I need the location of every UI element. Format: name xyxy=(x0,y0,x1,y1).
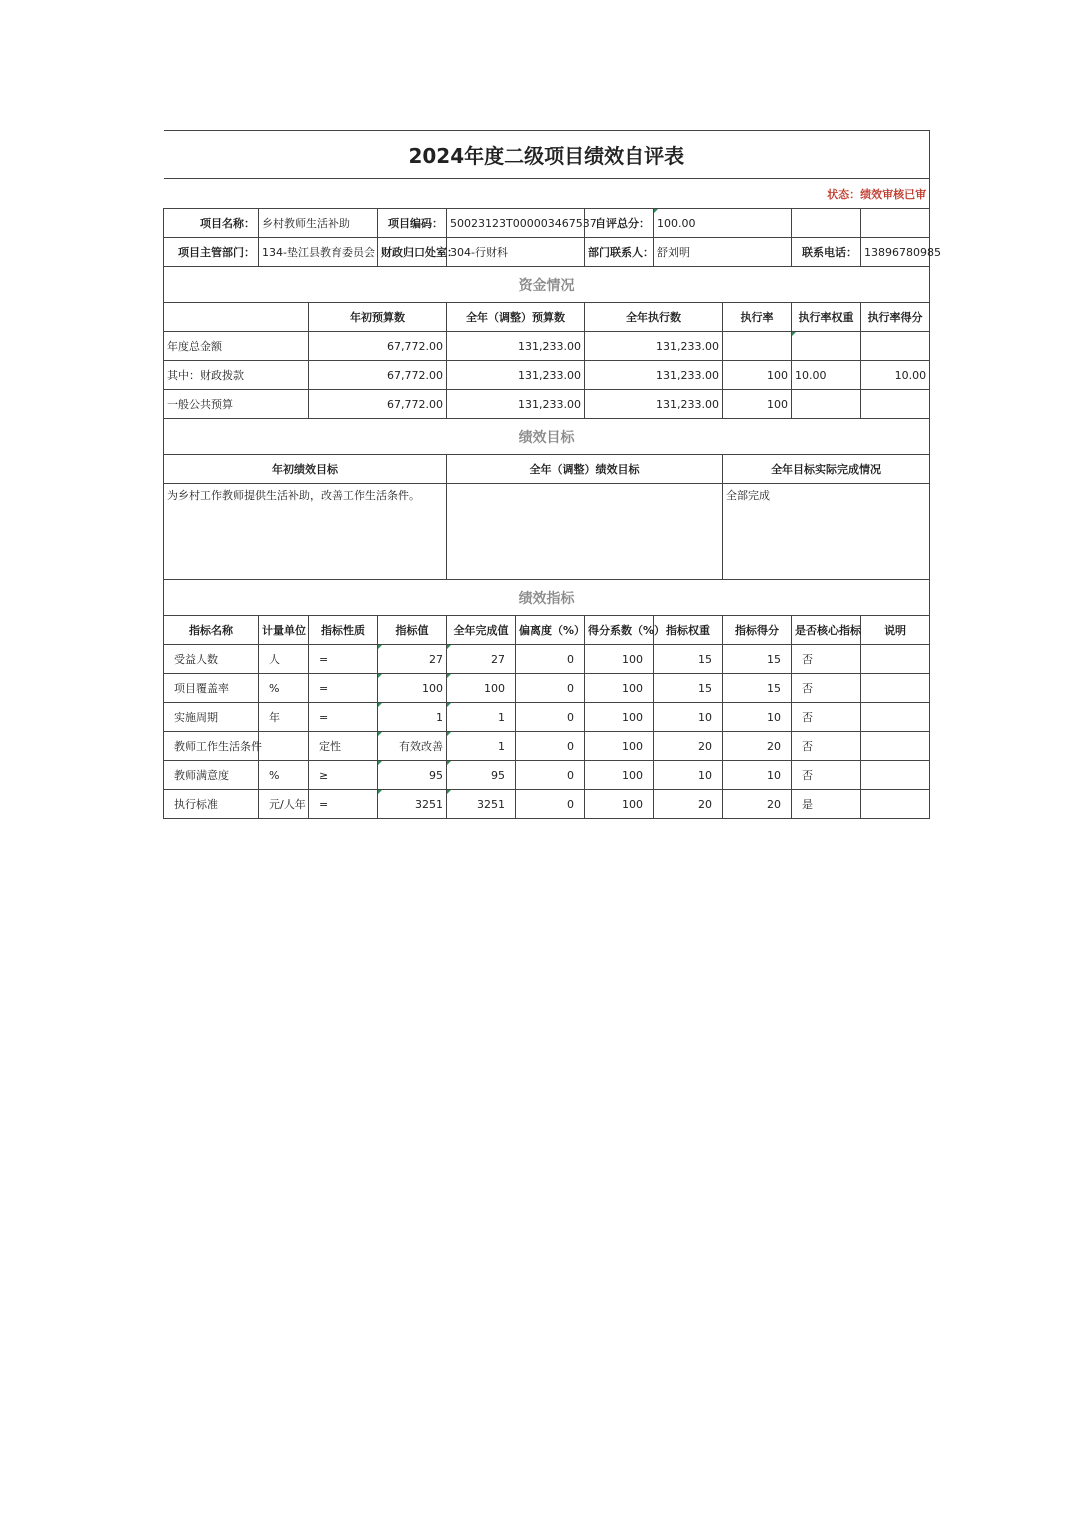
info-row-1 xyxy=(164,209,930,238)
ind-core[interactable]: 否 xyxy=(792,761,861,790)
funds-row-initial[interactable]: 67,772.00 xyxy=(309,390,447,419)
status-badge: 状态：绩效审核已审 xyxy=(164,179,930,209)
funds-row-rate[interactable]: 100 xyxy=(723,361,792,390)
ind-weight[interactable]: 20 xyxy=(654,790,723,819)
ind-name[interactable]: 实施周期 xyxy=(164,703,259,732)
ind-score[interactable]: 10 xyxy=(723,703,792,732)
funds-row-adjusted[interactable]: 131,233.00 xyxy=(447,390,585,419)
funds-row-score[interactable]: 10.00 xyxy=(861,361,930,390)
ind-name[interactable]: 执行标准 xyxy=(164,790,259,819)
goals-header-adjusted: 全年（调整）绩效目标 xyxy=(447,455,723,484)
ind-name[interactable]: 项目覆盖率 xyxy=(164,674,259,703)
ind-name[interactable]: 受益人数 xyxy=(164,645,259,674)
ind-value[interactable]: 3251 xyxy=(378,790,447,819)
funds-row xyxy=(164,390,930,419)
indicator-row xyxy=(164,674,930,703)
ind-note[interactable] xyxy=(861,674,930,703)
funds-header-rate: 执行率 xyxy=(723,303,792,332)
goals-header-row xyxy=(164,455,930,484)
ind-nature[interactable]: = xyxy=(309,674,378,703)
funds-row-adjusted[interactable]: 131,233.00 xyxy=(447,361,585,390)
ind-done[interactable]: 95 xyxy=(447,761,516,790)
self-score-value[interactable]: 100.00 xyxy=(654,209,792,238)
contact-value[interactable]: 舒刘明 xyxy=(654,238,792,267)
funds-header-row xyxy=(164,303,930,332)
funds-row-weight[interactable] xyxy=(792,390,861,419)
funds-row-initial[interactable]: 67,772.00 xyxy=(309,361,447,390)
ind-core[interactable]: 是 xyxy=(792,790,861,819)
ind-nature[interactable]: = xyxy=(309,703,378,732)
indicators-body xyxy=(164,645,930,819)
ind-header-done: 全年完成值 xyxy=(447,616,516,645)
ind-header-nature: 指标性质 xyxy=(309,616,378,645)
ind-score[interactable]: 15 xyxy=(723,645,792,674)
ind-value[interactable]: 有效改善 xyxy=(378,732,447,761)
ind-unit[interactable] xyxy=(259,732,309,761)
ind-core[interactable]: 否 xyxy=(792,674,861,703)
funds-row-name: 一般公共预算 xyxy=(164,390,309,419)
goals-section-title: 绩效目标 xyxy=(164,419,930,455)
funds-row-executed[interactable]: 131,233.00 xyxy=(585,361,723,390)
indicator-row xyxy=(164,645,930,674)
ind-header-unit: 计量单位 xyxy=(259,616,309,645)
ind-unit[interactable]: 人 xyxy=(259,645,309,674)
contact-label: 部门联系人： xyxy=(585,238,654,267)
goals-adjusted-text[interactable] xyxy=(447,484,723,580)
ind-weight[interactable]: 10 xyxy=(654,761,723,790)
ind-dev[interactable]: 0 xyxy=(516,732,585,761)
ind-value[interactable]: 95 xyxy=(378,761,447,790)
funds-header-score: 执行率得分 xyxy=(861,303,930,332)
goals-actual-text[interactable]: 全部完成 xyxy=(723,484,930,580)
ind-score[interactable]: 20 xyxy=(723,790,792,819)
dept-label: 项目主管部门： xyxy=(164,238,259,267)
ind-header-score: 指标得分 xyxy=(723,616,792,645)
funds-row xyxy=(164,332,930,361)
ind-score[interactable]: 15 xyxy=(723,674,792,703)
project-name-value[interactable]: 乡村教师生活补助 xyxy=(259,209,378,238)
ind-nature[interactable]: ≥ xyxy=(309,761,378,790)
funds-header-executed: 全年执行数 xyxy=(585,303,723,332)
finance-label: 财政归口处室： xyxy=(378,238,447,267)
ind-note[interactable] xyxy=(861,703,930,732)
ind-dev[interactable]: 0 xyxy=(516,645,585,674)
ind-value[interactable]: 100 xyxy=(378,674,447,703)
page-title: 2024年度二级项目绩效自评表 xyxy=(164,131,930,179)
goals-content-row xyxy=(164,484,930,580)
ind-score[interactable]: 20 xyxy=(723,732,792,761)
ind-dev[interactable]: 0 xyxy=(516,703,585,732)
funds-row-adjusted[interactable]: 131,233.00 xyxy=(447,332,585,361)
dept-value[interactable]: 134-垫江县教育委员会 xyxy=(259,238,378,267)
ind-header-dev: 偏离度（%） xyxy=(516,616,585,645)
ind-coef[interactable]: 100 xyxy=(585,674,654,703)
ind-done[interactable]: 1 xyxy=(447,732,516,761)
ind-done[interactable]: 27 xyxy=(447,645,516,674)
empty-cell xyxy=(792,209,861,238)
goals-header-actual: 全年目标实际完成情况 xyxy=(723,455,930,484)
ind-name[interactable]: 教师工作生活条件 xyxy=(164,732,259,761)
ind-score[interactable]: 10 xyxy=(723,761,792,790)
funds-header-adjusted: 全年（调整）预算数 xyxy=(447,303,585,332)
funds-row-name: 其中：财政拨款 xyxy=(164,361,309,390)
ind-unit[interactable]: 年 xyxy=(259,703,309,732)
ind-weight[interactable]: 20 xyxy=(654,732,723,761)
empty-cell xyxy=(861,209,930,238)
goals-header-initial: 年初绩效目标 xyxy=(164,455,447,484)
funds-header-weight: 执行率权重 xyxy=(792,303,861,332)
project-name-label: 项目名称： xyxy=(164,209,259,238)
indicator-row xyxy=(164,732,930,761)
ind-weight[interactable]: 10 xyxy=(654,703,723,732)
ind-weight[interactable]: 15 xyxy=(654,645,723,674)
ind-coef[interactable]: 100 xyxy=(585,790,654,819)
goals-initial-text[interactable]: 为乡村工作教师提供生活补助，改善工作生活条件。 xyxy=(164,484,447,580)
ind-nature[interactable]: = xyxy=(309,645,378,674)
funds-row-initial[interactable]: 67,772.00 xyxy=(309,332,447,361)
indicators-header-row xyxy=(164,616,930,645)
ind-done[interactable]: 100 xyxy=(447,674,516,703)
ind-unit[interactable]: 元/人年 xyxy=(259,790,309,819)
funds-row-name: 年度总金额 xyxy=(164,332,309,361)
funds-row-weight[interactable]: 10.00 xyxy=(792,361,861,390)
phone-value[interactable]: 13896780985 xyxy=(861,238,930,267)
funds-row-score[interactable] xyxy=(861,332,930,361)
ind-core[interactable]: 否 xyxy=(792,645,861,674)
ind-done[interactable]: 1 xyxy=(447,703,516,732)
ind-nature[interactable]: = xyxy=(309,790,378,819)
funds-section-title: 资金情况 xyxy=(164,267,930,303)
indicator-row xyxy=(164,790,930,819)
ind-coef[interactable]: 100 xyxy=(585,703,654,732)
funds-row-weight[interactable] xyxy=(792,332,861,361)
ind-note[interactable] xyxy=(861,732,930,761)
ind-value[interactable]: 27 xyxy=(378,645,447,674)
ind-coef[interactable]: 100 xyxy=(585,732,654,761)
ind-nature[interactable]: 定性 xyxy=(309,732,378,761)
ind-name[interactable]: 教师满意度 xyxy=(164,761,259,790)
funds-row xyxy=(164,361,930,390)
funds-row-rate[interactable] xyxy=(723,332,792,361)
ind-core[interactable]: 否 xyxy=(792,703,861,732)
info-row-2 xyxy=(164,238,930,267)
ind-coef[interactable]: 100 xyxy=(585,645,654,674)
ind-note[interactable] xyxy=(861,790,930,819)
ind-done[interactable]: 3251 xyxy=(447,790,516,819)
phone-label: 联系电话： xyxy=(792,238,861,267)
evaluation-sheet xyxy=(163,130,941,819)
ind-header-core: 是否核心指标 xyxy=(792,616,861,645)
finance-value[interactable]: 304-行财科 xyxy=(447,238,585,267)
indicators-section-title: 绩效指标 xyxy=(164,580,930,616)
funds-row-executed[interactable]: 131,233.00 xyxy=(585,390,723,419)
ind-dev[interactable]: 0 xyxy=(516,674,585,703)
ind-value[interactable]: 1 xyxy=(378,703,447,732)
ind-header-note: 说明 xyxy=(861,616,930,645)
ind-unit[interactable]: % xyxy=(259,761,309,790)
project-code-label: 项目编码： xyxy=(378,209,447,238)
evaluation-table xyxy=(163,130,941,819)
indicator-row xyxy=(164,761,930,790)
ind-dev[interactable]: 0 xyxy=(516,790,585,819)
ind-note[interactable] xyxy=(861,761,930,790)
ind-header-value: 指标值 xyxy=(378,616,447,645)
ind-dev[interactable]: 0 xyxy=(516,761,585,790)
ind-header-name: 指标名称 xyxy=(164,616,259,645)
funds-row-executed[interactable]: 131,233.00 xyxy=(585,332,723,361)
funds-header-blank xyxy=(164,303,309,332)
ind-weight[interactable]: 15 xyxy=(654,674,723,703)
project-code-value[interactable]: 50023123T000003467537 xyxy=(447,209,585,238)
funds-row-score[interactable] xyxy=(861,390,930,419)
ind-coef[interactable]: 100 xyxy=(585,761,654,790)
funds-row-rate[interactable]: 100 xyxy=(723,390,792,419)
ind-core[interactable]: 否 xyxy=(792,732,861,761)
ind-header-coef: 得分系数（%） xyxy=(585,616,654,645)
ind-note[interactable] xyxy=(861,645,930,674)
indicator-row xyxy=(164,703,930,732)
self-score-label: 自评总分： xyxy=(585,209,654,238)
funds-header-initial: 年初预算数 xyxy=(309,303,447,332)
ind-unit[interactable]: % xyxy=(259,674,309,703)
ind-header-weight: 指标权重 xyxy=(654,616,723,645)
